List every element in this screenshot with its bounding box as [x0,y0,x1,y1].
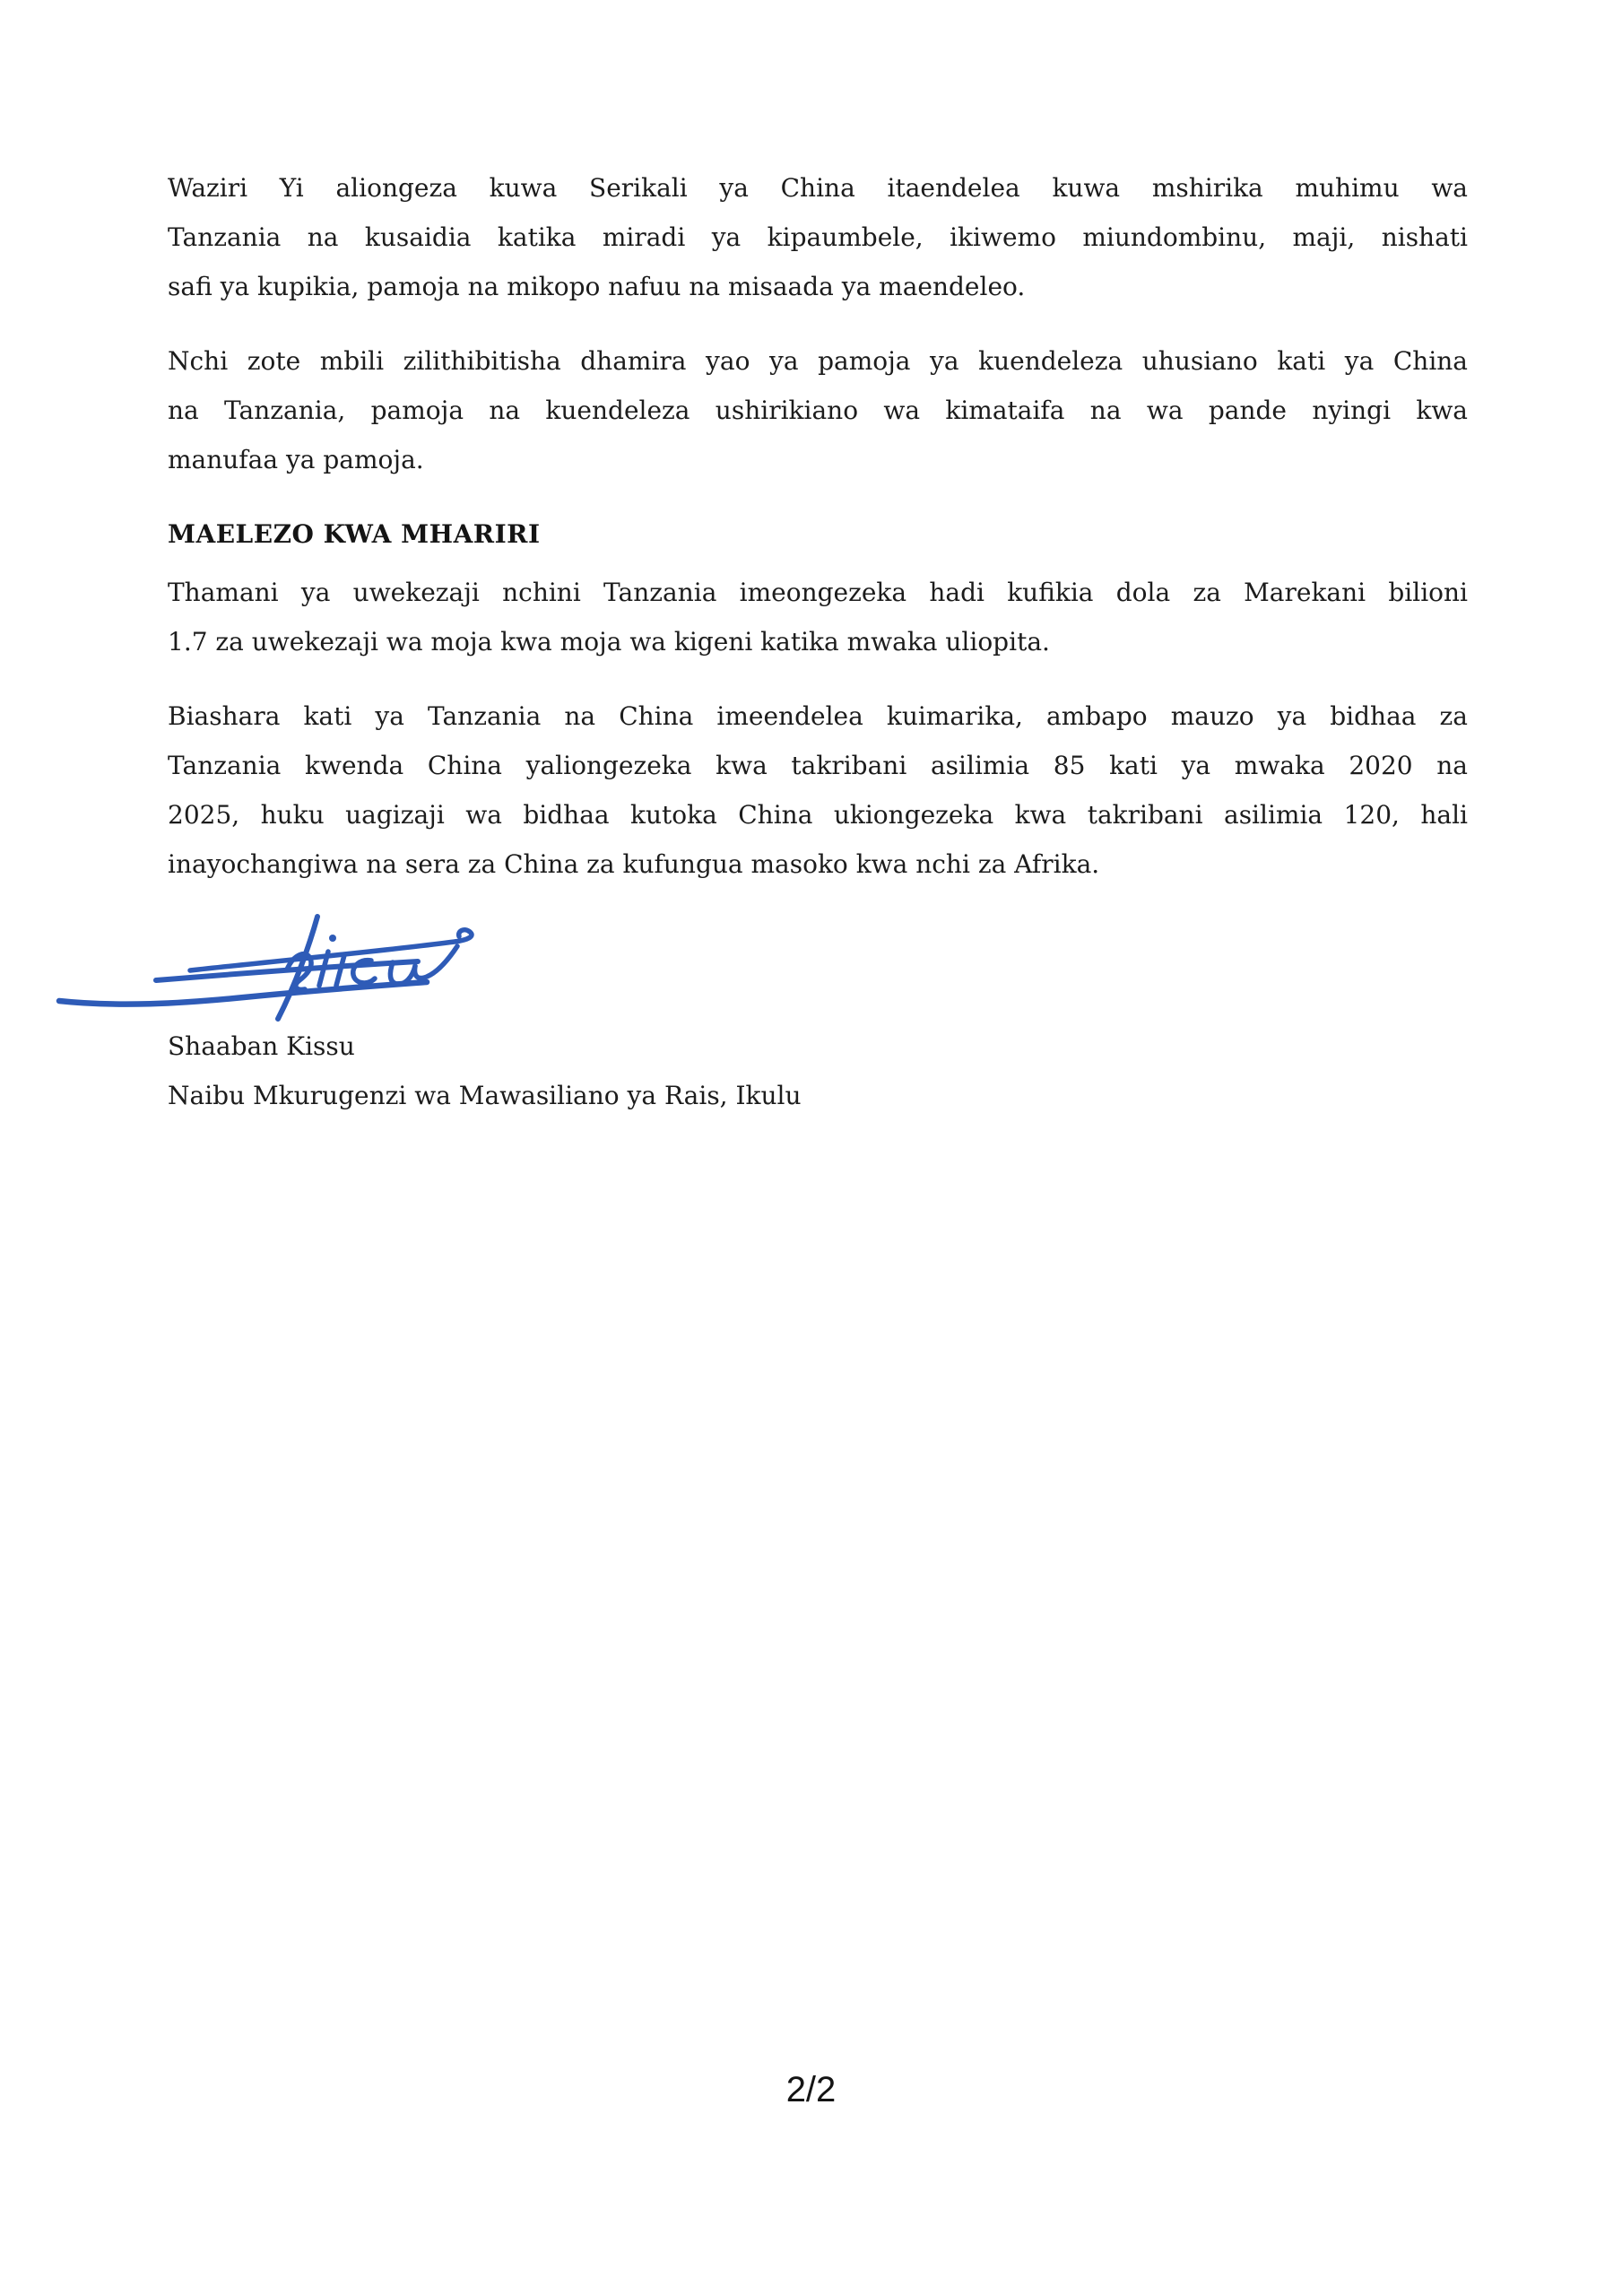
signatory-name: Shaaban Kissu [168,1031,355,1061]
text-line: Nchi zote mbili zilithibitisha dhamira yao ya pamoja ya kuendeleza uhusiano kati ya China [168,346,1468,376]
text-line: Biashara kati ya Tanzania na China imeendelea kuimarika, ambapo mauzo ya bidhaa za [168,701,1468,731]
text-line: Tanzania na kusaidia katika miradi ya kipaumbele, ikiwemo miundombinu, maji, nishati [168,222,1468,252]
signatory-title: Naibu Mkurugenzi wa Mawasiliano ya Rais, Ikulu [168,1081,802,1110]
paragraph [168,568,1468,666]
text-line: Thamani ya uwekezaji nchini Tanzania imeongezeka hadi kufikia dola za Marekani bilioni [168,578,1468,607]
document-body [168,163,1468,1120]
text-line: Tanzania kwenda China yaliongezeka kwa takribani asilimia 85 kati ya mwaka 2020 na [168,751,1468,780]
text-line: 2025, huku uagizaji wa bidhaa kutoka China ukiongezeka kwa takribani asilimia 120, hali [168,800,1468,830]
text-line: inayochangiwa na sera za China za kufungua masoko kwa nchi za Afrika. [168,849,1100,879]
text-line: safi ya kupikia, pamoja na mikopo nafuu na misaada ya maendeleo. [168,272,1026,301]
signature [56,914,497,1022]
editor-note-heading: MAELEZO KWA MHARIRI [168,519,541,549]
text-line: Waziri Yi aliongeza kuwa Serikali ya China itaendelea kuwa mshirika muhimu wa [168,173,1468,203]
paragraph [168,163,1468,311]
text-line: na Tanzania, pamoja na kuendeleza ushirikiano wa kimataifa na wa pande nyingi kwa [168,396,1468,425]
text-line: 1.7 za uwekezaji wa moja kwa moja wa kigeni katika mwaka uliopita. [168,627,1050,657]
paragraph [168,336,1468,484]
paragraph [168,691,1468,889]
text-line: manufaa ya pamoja. [168,445,424,474]
signature-ink-icon [56,914,497,1022]
page-number: 2/2 [785,2070,837,2109]
page-footer [0,2068,1622,2111]
